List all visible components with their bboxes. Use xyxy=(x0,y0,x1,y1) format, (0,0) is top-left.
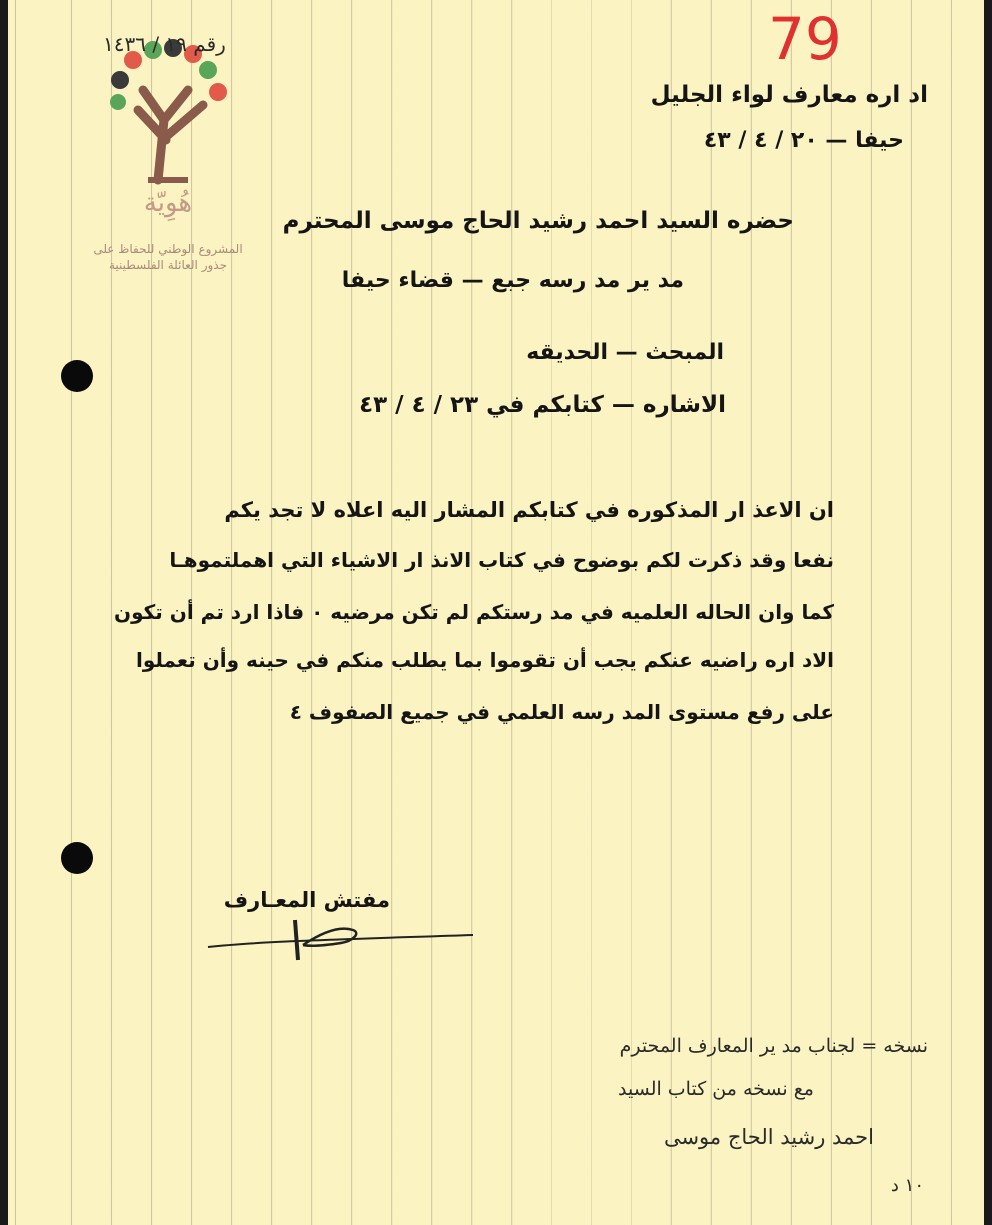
subject-topic: المبحث — الحديقه xyxy=(526,340,724,365)
handwritten-signature xyxy=(203,905,483,965)
logo-name: هُوِيّة xyxy=(143,188,193,218)
logo-tagline-1: المشروع الوطني للحفاظ على xyxy=(93,242,243,256)
recipient-name: حضره السيد احمد رشيد الحاج موسى المحترم xyxy=(282,208,794,234)
logo-tagline-2: جذور العائلة الفلسطينية xyxy=(109,258,227,272)
reference-number: رقم ١٩ / ١٤٣٦ xyxy=(103,32,226,56)
punch-hole-bottom xyxy=(61,842,93,874)
initials: ١٠ د xyxy=(890,1175,924,1196)
recipient-position: مد ير مد رسه جبع — قضاء حيفا xyxy=(341,268,684,293)
punch-hole-top xyxy=(61,360,93,392)
body-line-5: على رفع مستوى المد رسه العلمي في جميع الصفوف ٤ xyxy=(289,700,834,724)
signature-title: مفتش المعـارف xyxy=(223,888,390,912)
archive-number-stamp: 79 xyxy=(768,5,842,73)
body-line-4: الاد اره راضيه عنكم يجب أن تقوموا بما يطلب منكم في حينه وأن تعملوا xyxy=(135,648,834,672)
office-name: اد اره معارف لواء الجليل xyxy=(650,82,928,108)
copy-note-line-3: احمد رشيد الحاج موسى xyxy=(663,1125,874,1149)
body-line-2: نفعا وقد ذكرت لكم بوضوح في كتاب الانذ ار الاشياء التي اهملتموهـا xyxy=(169,548,834,572)
document-page xyxy=(8,0,984,1225)
subject-reference: الاشاره — كتابكم في ٢٣ / ٤ / ٤٣ xyxy=(359,392,726,418)
letter-date: حيفا — ٢٠ / ٤ / ٤٣ xyxy=(703,128,904,153)
hawiya-logo xyxy=(88,20,248,270)
body-line-1: ان الاعذ ار المذكوره في كتابكم المشار اليه اعلاه لا تجد يكم xyxy=(224,498,834,522)
copy-note-line-1: نسخه = لجناب مد ير المعارف المحترم xyxy=(619,1035,928,1057)
copy-note-line-2: مع نسخه من كتاب السيد xyxy=(618,1078,814,1100)
body-line-3: كما وان الحاله العلميه في مد رستكم لم تكن مرضيه ٠ فاذا ارد تم أن تكون xyxy=(114,600,834,624)
